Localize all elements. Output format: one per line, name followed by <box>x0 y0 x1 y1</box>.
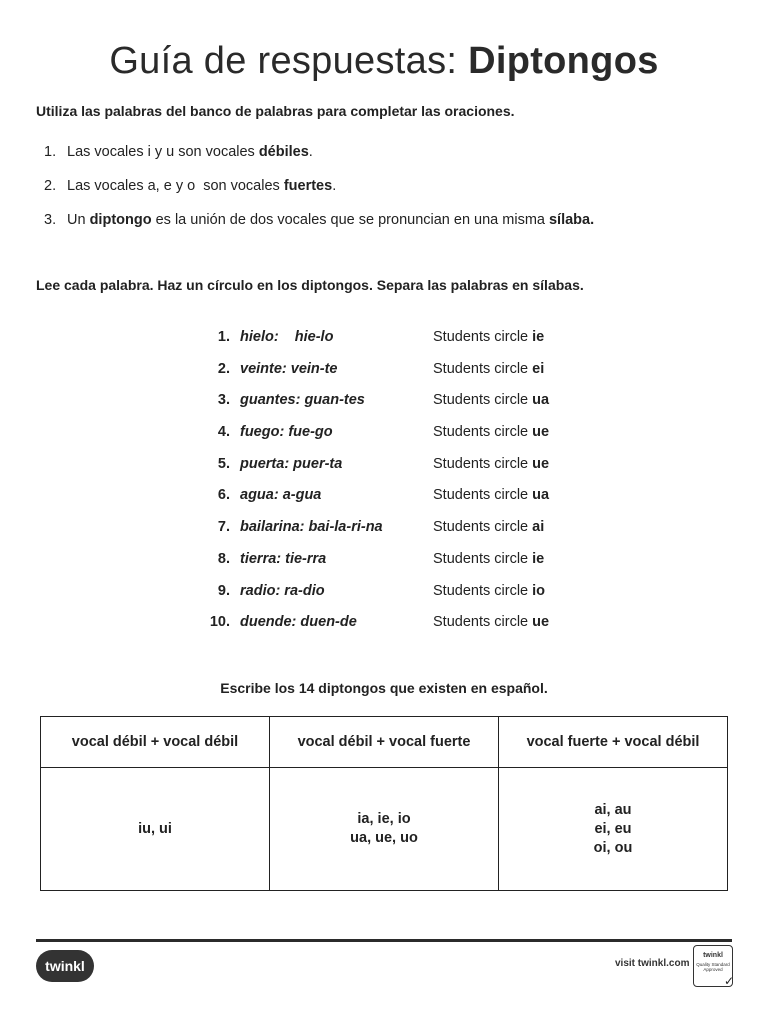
word-row: 3. guantes: guan-tes Students circle ua <box>217 392 550 409</box>
table-cell: ai, au ei, eu oi, ou <box>499 768 728 891</box>
table-cell: iu, ui <box>41 768 270 891</box>
table-header-row <box>41 717 728 768</box>
word-row: 4. fuego: fue-go Students circle ue <box>217 424 550 441</box>
word-row: 2. veinte: vein-te Students circle ei <box>217 360 545 377</box>
word-row: 9. radio: ra-dio Students circle io <box>217 582 546 599</box>
word-row: 6. agua: a-gua Students circle ua <box>217 487 550 504</box>
word-list <box>200 327 620 644</box>
sentence-item: 1. Las vocales i y u son vocales débiles. <box>44 144 313 160</box>
table-header: vocal fuerte + vocal débil <box>499 717 728 768</box>
word-row: 8. tierra: tie-rra Students circle ie <box>217 550 545 567</box>
word-row: 1. hielo: hie-lo Students circle ie <box>217 329 545 345</box>
word-row: 5. puerta: puer-ta Students circle ue <box>217 455 550 472</box>
checkmark-icon: ✓ <box>723 974 734 988</box>
table-header: vocal débil + vocal fuerte <box>270 717 499 768</box>
diphthong-table <box>40 716 728 891</box>
sentence-list <box>44 142 594 244</box>
page-title: Guía de respuestas: Diptongos <box>109 40 659 82</box>
visit-link[interactable]: visit twinkl.com <box>615 958 690 969</box>
table-cell: ia, ie, io ua, ue, uo <box>270 768 499 891</box>
sentence-item: 3. Un diptongo es la unión de dos vocales que se pronuncian en una misma sílaba. <box>44 212 595 228</box>
instruction-circle-diphthongs: Lee cada palabra. Haz un círculo en los diptongos. Separa las palabras en sílabas. <box>36 277 584 293</box>
twinkl-logo: twinkl <box>36 950 94 982</box>
footer-divider <box>36 939 732 942</box>
word-row: 7. bailarina: bai-la-ri-na Students circle ai <box>217 519 545 536</box>
instruction-fill-sentences: Utiliza las palabras del banco de palabras para completar las oraciones. <box>36 103 515 119</box>
sentence-item: 2. Las vocales a, e y o son vocales fuertes. <box>44 178 337 194</box>
instruction-write-diphthongs: Escribe los 14 diptongos que existen en español. <box>220 680 548 696</box>
word-row: 10. duende: duen-de Students circle ue <box>209 614 550 631</box>
table-row <box>41 768 728 891</box>
table-header: vocal débil + vocal débil <box>41 717 270 768</box>
quality-badge: twinkl Quality Standard Approved ✓ <box>693 945 733 987</box>
